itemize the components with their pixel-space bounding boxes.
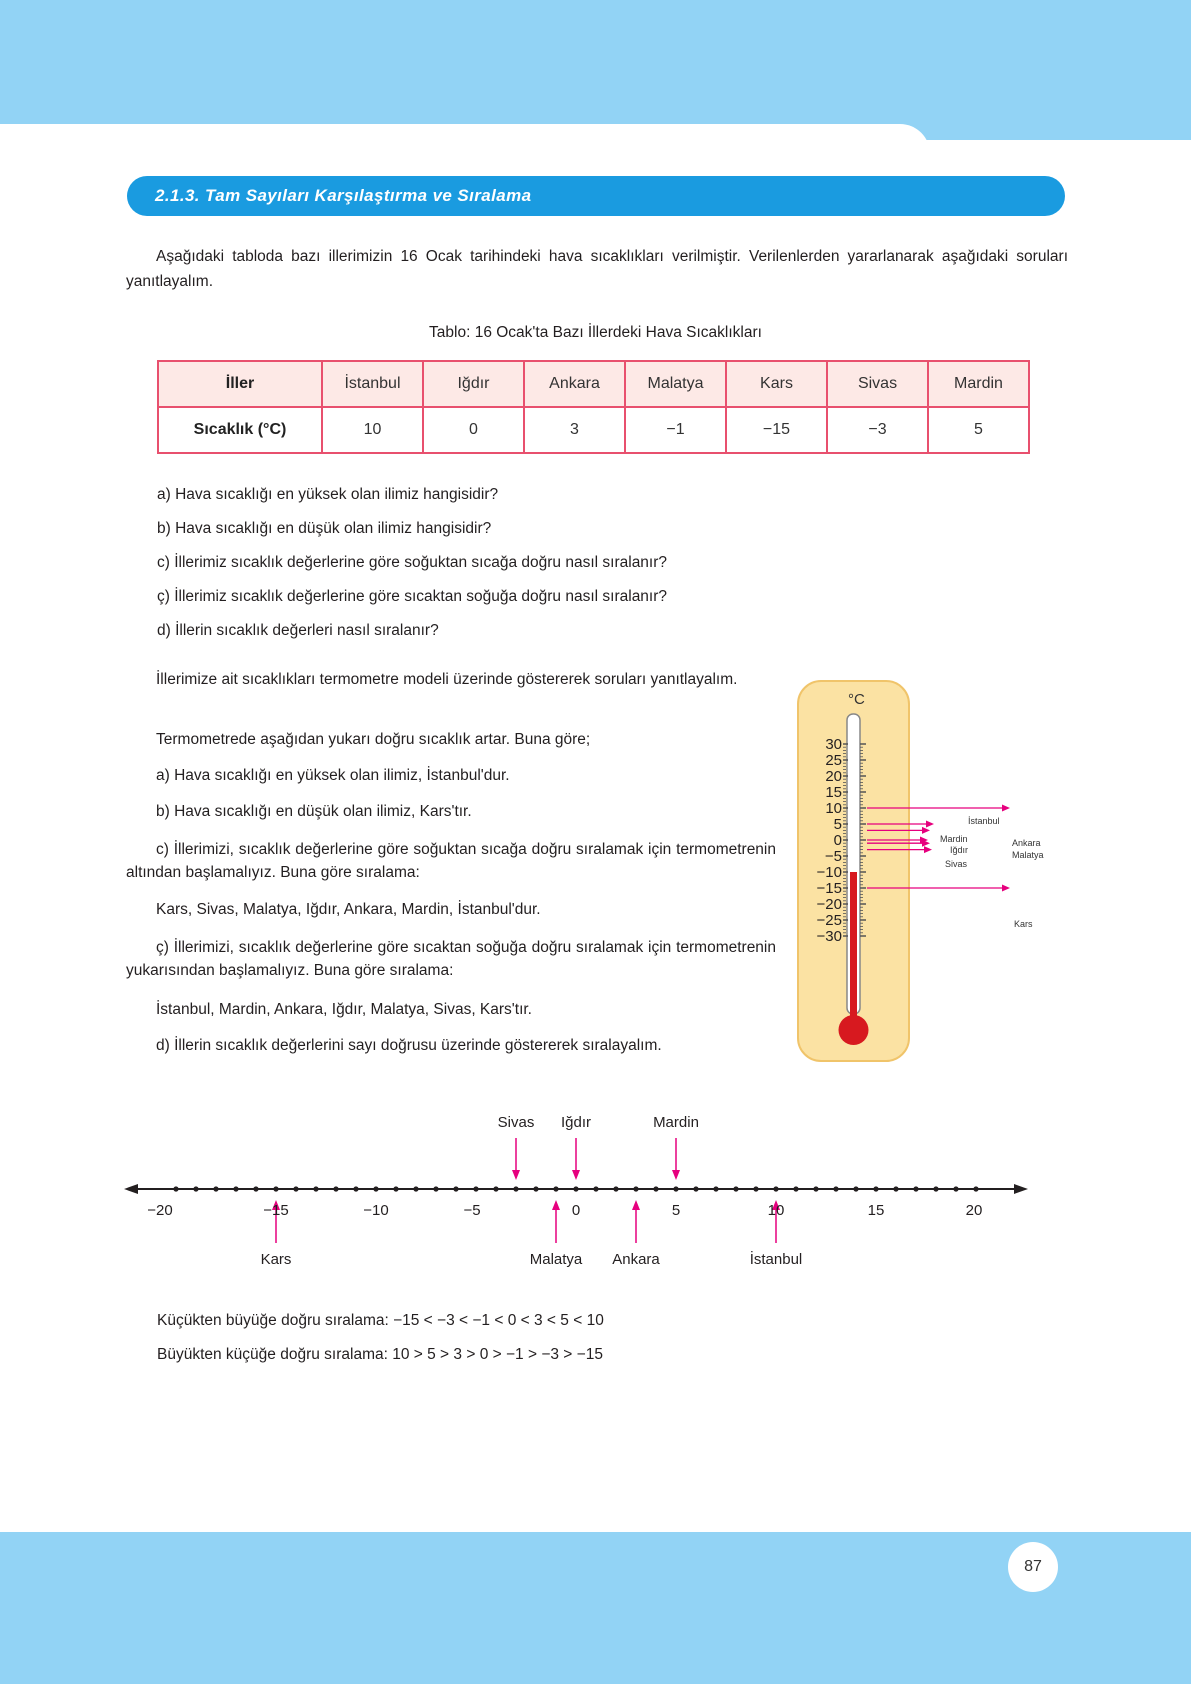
question-d: d) İllerin sıcaklık değerleri nasıl sıralanır?	[157, 622, 439, 639]
table-cell: 5	[928, 407, 1029, 453]
question-c: c) İllerimiz sıcaklık değerlerine göre soğuktan sıcağa doğru nasıl sıralanır?	[157, 554, 668, 571]
thermo-label-sivas: Sivas	[945, 859, 968, 869]
table-cell: 10	[322, 407, 423, 453]
tick-label: −10	[363, 1202, 389, 1219]
tick-label: 10	[767, 1202, 785, 1219]
ascending-order: Küçükten büyüğe doğru sıralama: −15 < −3 < −1 < 0 < 3 < 5 < 10	[157, 1312, 604, 1329]
thermo-label-istanbul: İstanbul	[968, 816, 1000, 826]
number-line-dot	[973, 1186, 978, 1191]
table-caption: Tablo: 16 Ocak'ta Bazı İllerdeki Hava Sıcaklıkları	[429, 324, 762, 341]
number-line-dot	[433, 1186, 438, 1191]
number-line-dot	[273, 1186, 278, 1191]
number-line-label-ankara: Ankara	[612, 1251, 660, 1268]
temperature-table	[157, 360, 1030, 454]
number-line-dot	[313, 1186, 318, 1191]
intro-paragraph: Aşağıdaki tabloda bazı illerimizin 16 Ocak tarihindeki hava sıcaklıkları verilmiştir. Verilenlerden yararlanarak aşağıdaki soruları yanıtlayalım.	[126, 248, 1068, 290]
tick-label: −15	[263, 1202, 289, 1219]
question-b: b) Hava sıcaklığı en düşük olan ilimiz hangisidir?	[157, 520, 492, 537]
table-cell: Sivas	[827, 361, 928, 407]
thermometer-scale-label: 10	[825, 800, 842, 817]
thermometer-arrowhead	[1002, 885, 1010, 892]
table-cell: 3	[524, 407, 625, 453]
number-line-dot	[553, 1186, 558, 1191]
number-line	[0, 1100, 1191, 1270]
number-line-dot	[173, 1186, 178, 1191]
number-line-dot	[453, 1186, 458, 1191]
question-cc: ç) İllerimiz sıcaklık değerlerine göre sıcaktan soğuğa doğru nasıl sıralanır?	[157, 588, 668, 605]
number-line-arrowhead	[512, 1170, 520, 1180]
number-line-arrowhead	[632, 1200, 640, 1210]
number-line-dot	[493, 1186, 498, 1191]
thermometer-arrowhead	[926, 821, 934, 828]
thermo-label-igdir: Iğdır	[950, 845, 969, 855]
number-line-dot	[513, 1186, 518, 1191]
thermometer-scale-label: 5	[833, 816, 842, 833]
tick-label: 15	[867, 1202, 885, 1219]
number-line-dot	[613, 1186, 618, 1191]
number-line-label-sivas: Sivas	[497, 1114, 535, 1131]
number-line-arrows	[272, 1138, 780, 1243]
thermometer-scale-label: 0	[833, 832, 842, 849]
thermometer-scale	[817, 736, 842, 945]
number-line-right-arrow	[1014, 1184, 1028, 1194]
thermometer-scale-label: 15	[825, 784, 842, 801]
number-line-left-arrow	[124, 1184, 138, 1194]
descending-order: Büyükten küçüğe doğru sıralama: 10 > 5 > 3 > 0 > −1 > −3 > −15	[157, 1346, 603, 1363]
number-line-label-malatya: Malatya	[529, 1251, 583, 1268]
thermo-label-malatya: Malatya	[1012, 850, 1044, 860]
table-cell: Kars	[726, 361, 827, 407]
number-line-dot	[653, 1186, 658, 1191]
thermometer-scale-label: 20	[825, 768, 842, 785]
number-line-dot	[773, 1186, 778, 1191]
tick-label: 0	[571, 1202, 581, 1219]
number-line-dot	[253, 1186, 258, 1191]
tick-label: −20	[147, 1202, 173, 1219]
number-line-dots	[173, 1186, 978, 1191]
number-line-arrowhead	[552, 1200, 560, 1210]
number-line-dot	[233, 1186, 238, 1191]
table-row-values	[158, 407, 1029, 453]
table-cell: −1	[625, 407, 726, 453]
question-a: a) Hava sıcaklığı en yüksek olan ilimiz hangisidir?	[157, 486, 499, 503]
number-line-dot	[213, 1186, 218, 1191]
body-paragraph: İstanbul, Mardin, Ankara, Iğdır, Malatya, Sivas, Kars'tır.	[156, 1001, 532, 1018]
thermometer	[770, 676, 1070, 1096]
number-line-label-kars: Kars	[260, 1251, 292, 1268]
thermometer-scale-label: −25	[816, 912, 842, 929]
number-line-label-mardin: Mardin	[653, 1114, 699, 1131]
thermometer-scale-label: −30	[816, 928, 842, 945]
number-line-dot	[713, 1186, 718, 1191]
thermometer-arrowhead	[1002, 805, 1010, 812]
number-line-dot	[893, 1186, 898, 1191]
body-paragraph: Kars, Sivas, Malatya, Iğdır, Ankara, Mardin, İstanbul'dur.	[156, 901, 541, 918]
number-line-dot	[953, 1186, 958, 1191]
number-line-dot	[753, 1186, 758, 1191]
body-paragraph: c) İllerimizi, sıcaklık değerlerine göre soğuktan sıcağa doğru sıralamak için termometrenin altından başlamalıyız. Buna göre sıralama:	[126, 841, 776, 881]
table-cell: 0	[423, 407, 524, 453]
table-cell: −15	[726, 407, 827, 453]
body-paragraph: İllerimize ait sıcaklıkları termometre modeli üzerinde göstererek soruları yanıtlayalım.	[156, 671, 738, 688]
thermometer-scale-label: 30	[825, 736, 842, 753]
number-line-dot	[333, 1186, 338, 1191]
number-line-dot	[833, 1186, 838, 1191]
thermometer-arrowhead	[924, 846, 932, 853]
number-line-dot	[393, 1186, 398, 1191]
number-line-dot	[933, 1186, 938, 1191]
thermo-label-mardin: Mardin	[940, 834, 968, 844]
table-cell: Iğdır	[423, 361, 524, 407]
number-line-dot	[693, 1186, 698, 1191]
number-line-dot	[373, 1186, 378, 1191]
unit-label: 2. ÜNİTE	[970, 140, 1040, 159]
body-paragraph: d) İllerin sıcaklık değerlerini sayı doğrusu üzerinde göstererek sıralayalım.	[156, 1037, 662, 1054]
thermometer-arrowhead	[922, 827, 930, 834]
thermometer-scale-label: 25	[825, 752, 842, 769]
thermometer-bulb	[839, 1015, 869, 1045]
table-row-header: İller	[158, 361, 322, 407]
number-line-dot	[633, 1186, 638, 1191]
thermometer-scale-label: −5	[824, 848, 842, 865]
number-line-dot	[813, 1186, 818, 1191]
number-line-dot	[793, 1186, 798, 1191]
body-paragraph: ç) İllerimizi, sıcaklık değerlerine göre sıcaktan soğuğa doğru sıralamak için termometrenin yukarısından başlamalıyız. Buna göre sıralama:	[126, 939, 776, 979]
number-line-dot	[473, 1186, 478, 1191]
number-line-dot	[353, 1186, 358, 1191]
thermometer-scale-label: −15	[816, 880, 842, 897]
thermo-label-ankara: Ankara	[1012, 838, 1041, 848]
tick-label: −5	[463, 1202, 481, 1219]
number-line-dot	[293, 1186, 298, 1191]
body-paragraph: Termometrede aşağıdan yukarı doğru sıcaklık artar. Buna göre;	[156, 731, 591, 748]
table-row-cities	[158, 361, 1029, 407]
number-line-dot	[193, 1186, 198, 1191]
top-band-notch	[0, 124, 930, 164]
body-paragraph: a) Hava sıcaklığı en yüksek olan ilimiz, İstanbul'dur.	[156, 767, 510, 784]
table-cell: İstanbul	[322, 361, 423, 407]
page-number: 87	[1008, 1542, 1058, 1592]
tick-label: 20	[965, 1202, 983, 1219]
table-row-header: Sıcaklık (°C)	[158, 407, 322, 453]
table-cell: Malatya	[625, 361, 726, 407]
number-line-label-igdir: Iğdır	[560, 1114, 592, 1131]
tick-label: 5	[671, 1202, 681, 1219]
number-line-dot	[573, 1186, 578, 1191]
table-cell: −3	[827, 407, 928, 453]
number-line-dot	[593, 1186, 598, 1191]
body-paragraph: b) Hava sıcaklığı en düşük olan ilimiz, Kars'tır.	[156, 803, 472, 820]
thermometer-scale-label: −20	[816, 896, 842, 913]
thermometer-unit: °C	[848, 691, 865, 708]
top-band	[0, 0, 1191, 140]
number-line-arrowhead	[572, 1170, 580, 1180]
thermometer-scale-label: −10	[816, 864, 842, 881]
section-title: 2.1.3. Tam Sayıları Karşılaştırma ve Sıralama	[127, 176, 1065, 216]
thermometer-mercury	[850, 872, 857, 1016]
number-line-dot	[873, 1186, 878, 1191]
number-line-dot	[853, 1186, 858, 1191]
number-line-label-istanbul: İstanbul	[749, 1251, 803, 1268]
number-line-dot	[733, 1186, 738, 1191]
table-cell: Ankara	[524, 361, 625, 407]
number-line-dot	[913, 1186, 918, 1191]
thermo-label-kars: Kars	[1014, 919, 1033, 929]
table-cell: Mardin	[928, 361, 1029, 407]
number-line-dot	[413, 1186, 418, 1191]
number-line-dot	[533, 1186, 538, 1191]
number-line-dot	[673, 1186, 678, 1191]
number-line-arrowhead	[672, 1170, 680, 1180]
